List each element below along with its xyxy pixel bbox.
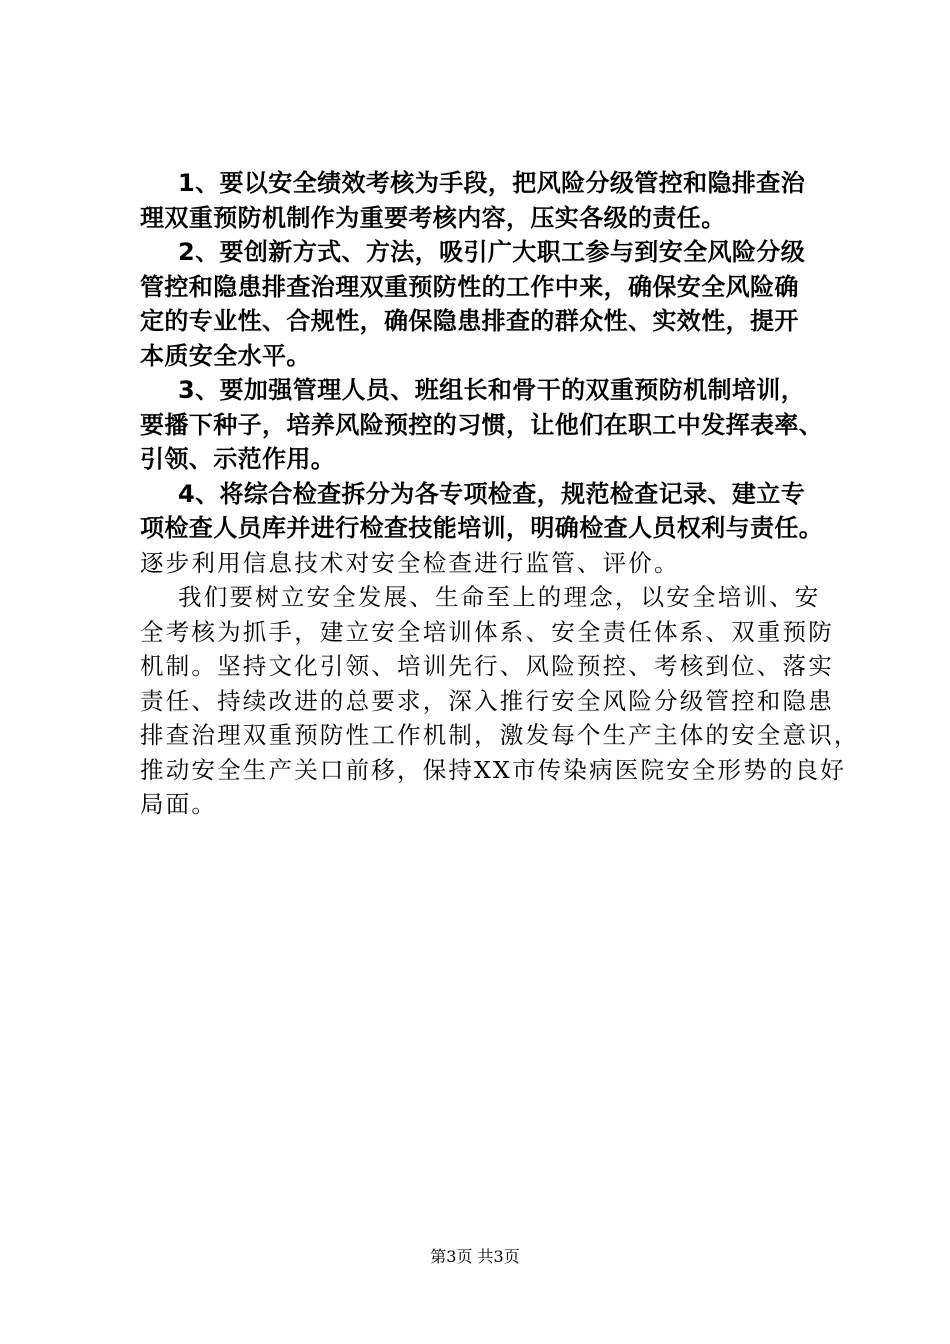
paragraph-2-line-3: 定的专业性、合规性，确保隐患排查的群众性、实效性，提开 xyxy=(140,307,799,335)
paragraph-4-line-3: 逐步利用信息技术对安全检查进行监管、评价。 xyxy=(140,548,680,577)
paragraph-4-line-1: 4、将综合检查拆分为各专项检查，规范检查记录、建立专 xyxy=(178,479,806,508)
paragraph-3-line-3: 引领、示范作用。 xyxy=(140,445,336,473)
paragraph-5-line-3: 机制。坚持文化引领、培训先行、风险预控、考核到位、落实 xyxy=(140,652,834,680)
paragraph-3-line-2: 要播下种子，培养风险预控的习惯，让他们在职工中发挥表率、 xyxy=(140,410,824,439)
paragraph-3-line-1: 3、要加强管理人员、班组长和骨干的双重预防机制培训， xyxy=(178,376,806,404)
paragraph-5-line-6: 推动安全生产关口前移，保持XX市传染病医院安全形势的良好 xyxy=(140,755,847,784)
document-body xyxy=(140,166,860,822)
paragraph-2-line-4: 本质安全水平。 xyxy=(140,341,311,370)
paragraph-4-line-2: 项检查人员库并进行检查技能培训，明确检查人员权利与责任。 xyxy=(140,514,824,542)
paragraph-5-line-2: 全考核为抓手，建立安全培训体系、安全责任体系、双重预防 xyxy=(140,617,834,646)
paragraph-2-line-2: 管控和隐患排查治理双重预防性的工作中来，确保安全风险确 xyxy=(140,272,799,301)
paragraph-5-line-5: 排查治理双重预防性工作机制，激发每个生产主体的安全意识， xyxy=(140,721,860,749)
paragraph-5-line-1: 我们要树立安全发展、生命至上的理念，以安全培训、安 xyxy=(178,583,821,611)
paragraph-2-line-1: 2、要创新方式、方法，吸引广大职工参与到安全风险分级 xyxy=(178,238,806,266)
paragraph-5-line-7: 局面。 xyxy=(140,790,218,818)
paragraph-5-line-4: 责任、持续改进的总要求，深入推行安全风险分级管控和隐患 xyxy=(140,686,834,715)
paragraph-1-line-2: 理双重预防机制作为重要考核内容，压实各级的责任。 xyxy=(140,203,726,232)
page-number-footer: 第3页 共3页 xyxy=(430,1247,520,1266)
paragraph-1-line-1: 1、要以安全绩效考核为手段，把风险分级管控和隐排查治 xyxy=(178,169,806,197)
